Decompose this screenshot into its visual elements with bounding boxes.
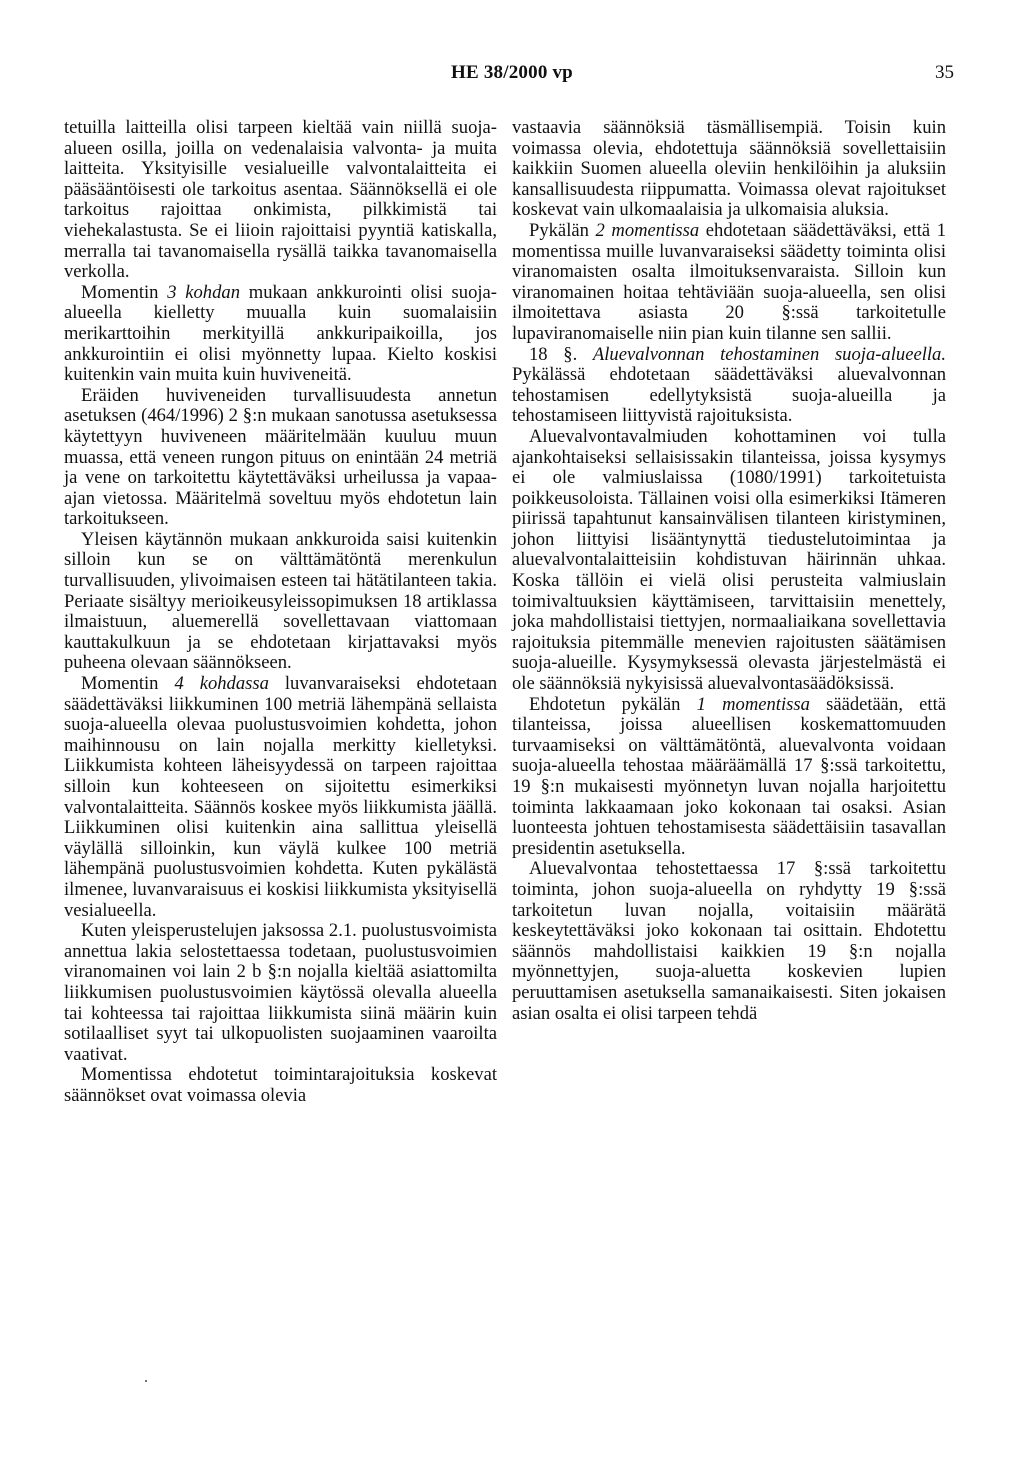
text-run: Pykälässä ehdotetaan säädettäväksi aluevalvonnan tehostamisen edellytyksistä suoja-alueilla ja tehostamiseen liittyvistä rajoituksista.: [512, 364, 946, 427]
paragraph: [512, 118, 946, 221]
text-run: vastaavia säännöksiä täsmällisempiä. Toisin kuin voimassa olevia, ehdotettuja säännöksiä sovellettaisiin kaikkiin Suomen alueella oleviin henkilöihin ja aluksiin kansallisuudesta riippumatta. Voimassa olevat rajoitukset koskevat vain ulkomaalaisia ja ulkomaisia aluksia.: [512, 117, 946, 221]
paragraph: [512, 345, 946, 427]
text-run: Momentin: [81, 673, 175, 695]
paragraph: [512, 859, 946, 1024]
text-run: Aluevalvontaa tehostettaessa 17 §:ssä tarkoitettu toiminta, johon suoja-alueella on ryhdytty 19 §:ssä tarkoitetun luvan nojalla, voitaisiin määrätä keskeytettäväksi joko kokonaan tai osittain. Ehdotettu säännös mahdollistaisi kaikkien 19 §:n nojalla myönnettyjen, suoja-aluetta koskevien lupien peruuttamisen asetuksella samanaikaisesti. Siten jokaisen asian osalta ei olisi tarpeen tehdä: [512, 858, 946, 1024]
paragraph: [64, 921, 497, 1065]
text-run: Yleisen käytännön mukaan ankkuroida saisi kuitenkin silloin kun se on välttämätöntä merenkulun turvallisuuden, ylivoimaisen esteen tai hätätilanteen takia. Periaate sisältyy merioikeusyleissopimuksen 18 artiklassa ilmaistuun, aluemerellä sovellettavaan viattomaan kauttakulkuun ja se ehdotetaan kirjattavaksi myös puheena olevaan säännökseen.: [64, 528, 497, 674]
italic-run: 1 momentissa: [696, 693, 810, 715]
text-run: Aluevalvontavalmiuden kohottaminen voi tulla ajankohtaiseksi sellaisissakin tilanteissa, joissa kysymys ei ole valmiuslaissa (1080/1991) tarkoitetuista poikkeusoloista. Tällainen voisi olla esimerkiksi Itämeren piirissä tapahtunut kansainvälisen tilanteen kiristyminen, johon liittyisi lisääntynyttä tiedustelutoimintaa ja aluevalvontalaitteisiin kohdistuvan häirinnän uhkaa. Koska tällöin ei vielä olisi perusteita valmiuslain toimivaltuuksien käyttämiseen, tarvittaisiin menettely, joka mahdollistaisi tiettyjen, normaaliaikana sovellettavia rajoituksia pitemmälle menevien rajoitusten säätämisen suoja-alueille. Kysymyksessä olevasta järjestelmästä ei ole säännöksiä nykyisissä aluevalvontasäädöksissä.: [512, 425, 946, 695]
text-run: säädetään, että tilanteissa, joissa alueellisen koskemattomuuden turvaamiseksi on välttämätöntä, aluevalvonta voidaan suoja-alueella tehostaa määräämällä 17 §:ssä tarkoitettu, 19 §:n mukaisesti myönnetyn luvan nojalla harjoitettu toiminta lakkaamaan joko kokonaan tai osaksi. Asian luonteesta johtuen tehostamisesta säädettäisiin tasavallan presidentin asetuksella.: [512, 693, 947, 859]
paragraph: [64, 530, 497, 674]
text-run: 18 §.: [529, 343, 593, 365]
page-number: 35: [935, 62, 954, 83]
print-speck: [145, 1380, 147, 1382]
paragraph: [64, 1065, 497, 1106]
text-run: Pykälän: [529, 219, 596, 241]
paragraph: [512, 427, 946, 695]
left-column: [64, 118, 497, 1107]
paragraph: [64, 118, 497, 283]
italic-run: 3 kohdan: [167, 281, 240, 303]
paragraph: [64, 674, 497, 921]
text-run: Momentissa ehdotetut toimintarajoituksia koskevat säännökset ovat voimassa olevia: [64, 1064, 497, 1106]
text-run: Momentin: [81, 281, 168, 303]
paragraph: [512, 695, 946, 860]
text-run: mukaan ankkurointi olisi suoja-alueella kielletty muualla kuin suomalaisiin merikarttoihin merkityillä ankkuripaikoilla, jos ankkurointiin ei olisi myönnetty lupaa. Kielto koskisi kuitenkin vain muita kuin huviveneitä.: [64, 281, 498, 386]
running-title: HE 38/2000 vp: [451, 62, 573, 83]
page-header: [0, 62, 1024, 92]
text-run: Kuten yleisperustelujen jaksossa 2.1. puolustusvoimista annettua lakia selostettaessa todetaan, puolustusvoimien viranomainen voi lain 2 b §:n nojalla kieltää asiattomilta liikkumisen puolustusvoimien käytössä olevalla alueella tai kohteessa tai rajoittaa liikkumista siinä määrin kuin sotilaalliset syyt tai ulkopuolisten suojaaminen vaaroilta vaativat.: [64, 920, 497, 1065]
text-run: luvanvaraiseksi ehdotetaan säädettäväksi liikkuminen 100 metriä lähempänä sellaista suoja-alueella olevaa puolustusvoimien kohdetta, johon maihinnousu on lain nojalla merkitty kielletyksi. Liikkumista kohteen läheisyydessä on tarpeen rajoittaa silloin kun kohteeseen on sijoitettu esimerkiksi valvontalaitteita. Säännös koskee myös liikkumista jäällä. Liikkuminen olisi kuitenkin aina sallittua yleisellä väylällä silloinkin, kun väylä kulkee 100 metriä lähempänä puolustusvoimien kohdetta. Kuten pykälästä ilmenee, luvanvaraisuus ei koskisi liikkumista yksityisellä vesialueella.: [64, 673, 498, 921]
text-run: Eräiden huviveneiden turvallisuudesta annetun asetuksen (464/1996) 2 §:n mukaan sanotussa asetuksessa käytettyyn huviveneen määritelmään kuuluu muun muassa, että veneen rungon pituus on enintään 24 metriä ja vene on tarkoitettu käytettäväksi urheilussa ja vapaa-ajan vietossa. Määritelmä soveltuu myös ehdotetun lain tarkoitukseen.: [64, 384, 497, 530]
text-run: Ehdotetun pykälän: [529, 693, 697, 715]
right-column: [512, 118, 946, 1024]
italic-run: Aluevalvonnan tehostaminen suoja-alueella.: [592, 343, 946, 365]
italic-run: 2 momentissa: [595, 219, 700, 241]
paragraph: [64, 386, 497, 530]
italic-run: 4 kohdassa: [174, 673, 269, 695]
paragraph: [512, 221, 946, 345]
paragraph: [64, 283, 497, 386]
text-run: ehdotetaan säädettäväksi, että 1 momentissa muille luvanvaraiseksi säädetty toiminta olisi viranomaisten osalta ilmoituksenvaraista. Silloin kun viranomainen hoitaa tehtäviään suoja-alueella, sen olisi ilmoitettava asiasta 20 §:ssä tarkoitetulle lupaviranomaiselle niin pian kuin tilanne sen sallii.: [512, 219, 946, 344]
text-run: tetuilla laitteilla olisi tarpeen kieltää vain niillä suoja-alueen osilla, joilla on vedenalaisia valvonta- ja muita laitteita. Yksityisille vesialueille valvontalaitteita ei pääsääntöisesti ole tarkoitus asentaa. Säännöksellä ei ole tarkoitus rajoittaa onkimista, pilkkimistä tai viehekalastusta. Se ei liioin rajoittaisi pyyntiä katiskalla, merralla tai tavanomaisella rysällä taikka tavanomaisella verkolla.: [64, 117, 497, 283]
